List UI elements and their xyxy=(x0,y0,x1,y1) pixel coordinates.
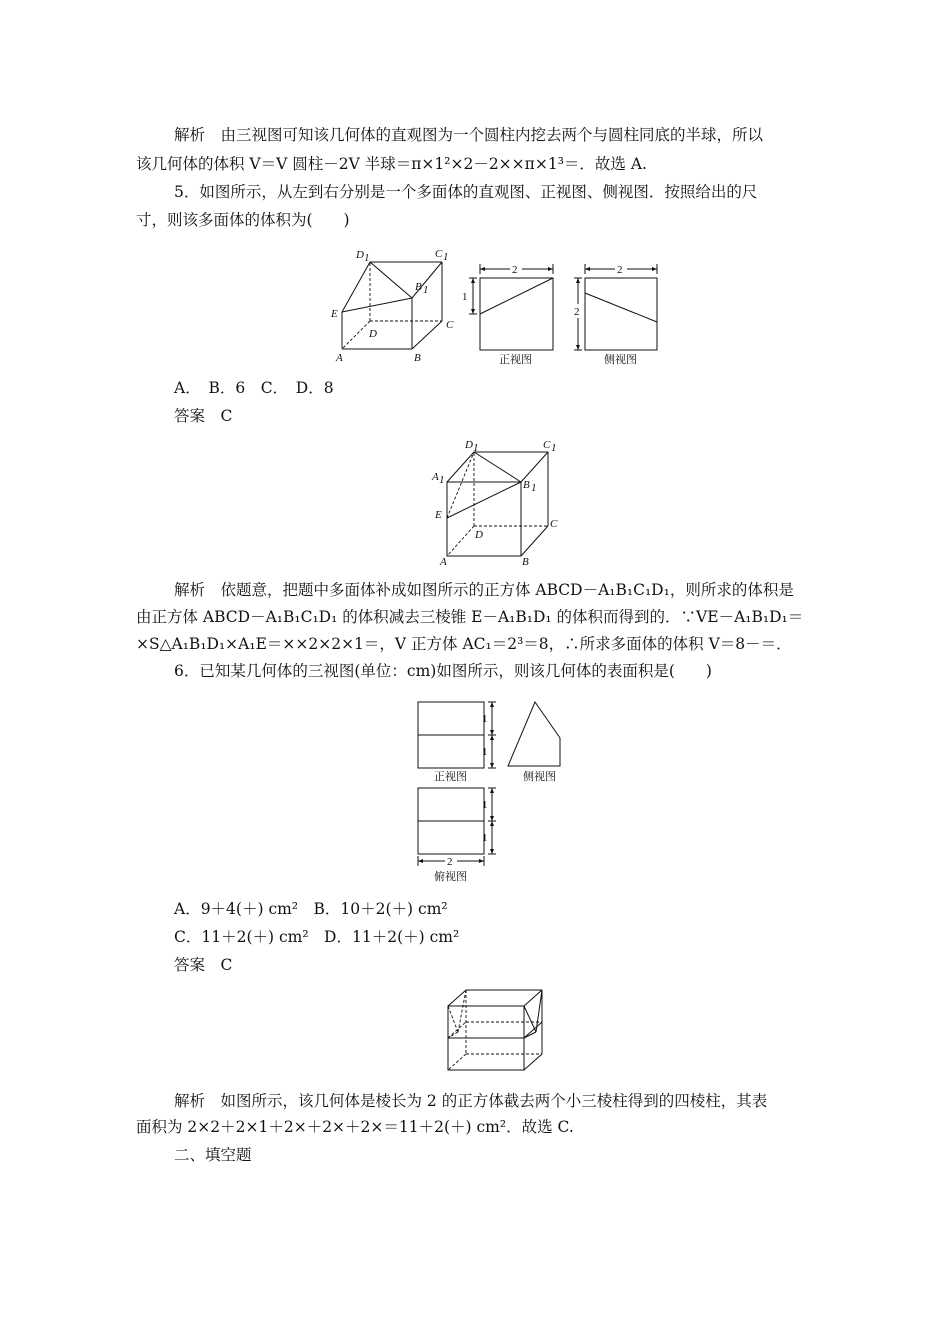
cube-label-d: D xyxy=(475,529,483,541)
q6-analysis-line1: 解析 如图所示，该几何体是棱长为 2 的正方体截去两个小三棱柱得到的四棱柱，其表 xyxy=(174,1092,768,1110)
section-heading-fill-blank: 二、填空题 xyxy=(174,1146,252,1164)
q6-top-dim-1a: 1 xyxy=(482,799,488,811)
label-d: D xyxy=(369,328,377,340)
q5-analysis-line1: 解析 依题意，把题中多面体补成如图所示的正方体 ABCD－A₁B₁C₁D₁，则所求的体积是 xyxy=(174,581,794,599)
label-c1: C xyxy=(435,248,443,260)
cube-label-b1-sub: 1 xyxy=(531,482,537,494)
q6-front-dim-1a: 1 xyxy=(482,713,488,725)
cube-label-b: B xyxy=(522,556,529,568)
cube-label-a1-sub: 1 xyxy=(439,474,445,486)
label-e: E xyxy=(331,308,338,320)
q5-answer: 答案 C xyxy=(174,407,233,425)
label-c1-sub: 1 xyxy=(443,251,449,263)
front-view-caption: 正视图 xyxy=(499,353,532,366)
q5-stem-line1: 5．如图所示，从左到右分别是一个多面体的直观图、正视图、侧视图．按照给出的尺 xyxy=(174,183,758,201)
q6-answer: 答案 C xyxy=(174,956,233,974)
cube-label-b1: B xyxy=(523,479,530,491)
q6-options-line1: A．9＋4(＋) cm² B．10＋2(＋) cm² xyxy=(174,900,448,918)
q6-figure-three-views xyxy=(410,696,570,888)
label-b1: B xyxy=(415,281,422,293)
cube-label-c1-sub: 1 xyxy=(551,442,557,454)
q5-figure-three-views xyxy=(325,236,665,372)
q6-stem: 6．已知某几何体的三视图(单位：cm)如图所示，则该几何体的表面积是( ) xyxy=(174,662,712,680)
side-top-dim: 2 xyxy=(617,264,623,276)
q6-top-dim-2: 2 xyxy=(447,856,453,868)
q6-side-caption: 侧视图 xyxy=(523,770,556,783)
q5-stem-line2: 寸，则该多面体的体积为( ) xyxy=(136,211,350,229)
q5-analysis-line3: ×S△A₁B₁D₁×A₁E＝××2×2×1＝，V 正方体 AC₁＝2³＝8，∴所求多面体的体积 V＝8－＝． xyxy=(136,635,792,653)
side-view-caption: 侧视图 xyxy=(604,353,637,366)
cube-label-e: E xyxy=(435,509,442,521)
q4-analysis-line1: 解析 由三视图可知该几何体的直观图为一个圆柱内挖去两个与圆柱同底的半球，所以 xyxy=(174,126,764,144)
q6-front-caption: 正视图 xyxy=(434,770,467,783)
q6-figure-solid xyxy=(440,984,550,1074)
front-left-dim: 1 xyxy=(462,291,468,303)
q5-figure-cube xyxy=(424,434,564,570)
q5-options: A． B．6 C． D．8 xyxy=(174,379,334,397)
front-top-dim: 2 xyxy=(512,264,518,276)
q5-analysis-line2: 由正方体 ABCD－A₁B₁C₁D₁ 的体积减去三棱锥 E－A₁B₁D₁ 的体积而得到的．∵VE－A₁B₁D₁＝ xyxy=(136,608,804,626)
q6-options-line2: C．11＋2(＋) cm² D．11＋2(＋) cm² xyxy=(174,928,460,946)
q6-front-dim-1b: 1 xyxy=(482,746,488,758)
cube-label-a: A xyxy=(440,556,447,568)
label-d1: D xyxy=(356,249,364,261)
cube-label-c: C xyxy=(550,518,558,530)
cube-label-d1-sub: 1 xyxy=(473,442,479,454)
label-a: A xyxy=(336,352,343,364)
cube-label-c1: C xyxy=(543,439,551,451)
cube-label-a1: A xyxy=(432,471,439,483)
label-b: B xyxy=(414,352,421,364)
q6-top-dim-1b: 1 xyxy=(482,832,488,844)
label-d1-sub: 1 xyxy=(364,252,370,264)
side-left-dim: 2 xyxy=(574,306,580,318)
q6-analysis-line2: 面积为 2×2＋2×1＋2×＋2×＋2×＝11＋2(＋) cm²．故选 C. xyxy=(136,1118,574,1136)
cube-label-d1: D xyxy=(465,439,473,451)
q6-top-caption: 俯视图 xyxy=(434,870,467,883)
label-b1-sub: 1 xyxy=(423,284,429,296)
label-c: C xyxy=(446,319,454,331)
q4-analysis-line2: 该几何体的体积 V＝V 圆柱－2V 半球＝π×1²×2－2××π×1³＝．故选 A. xyxy=(136,155,647,173)
